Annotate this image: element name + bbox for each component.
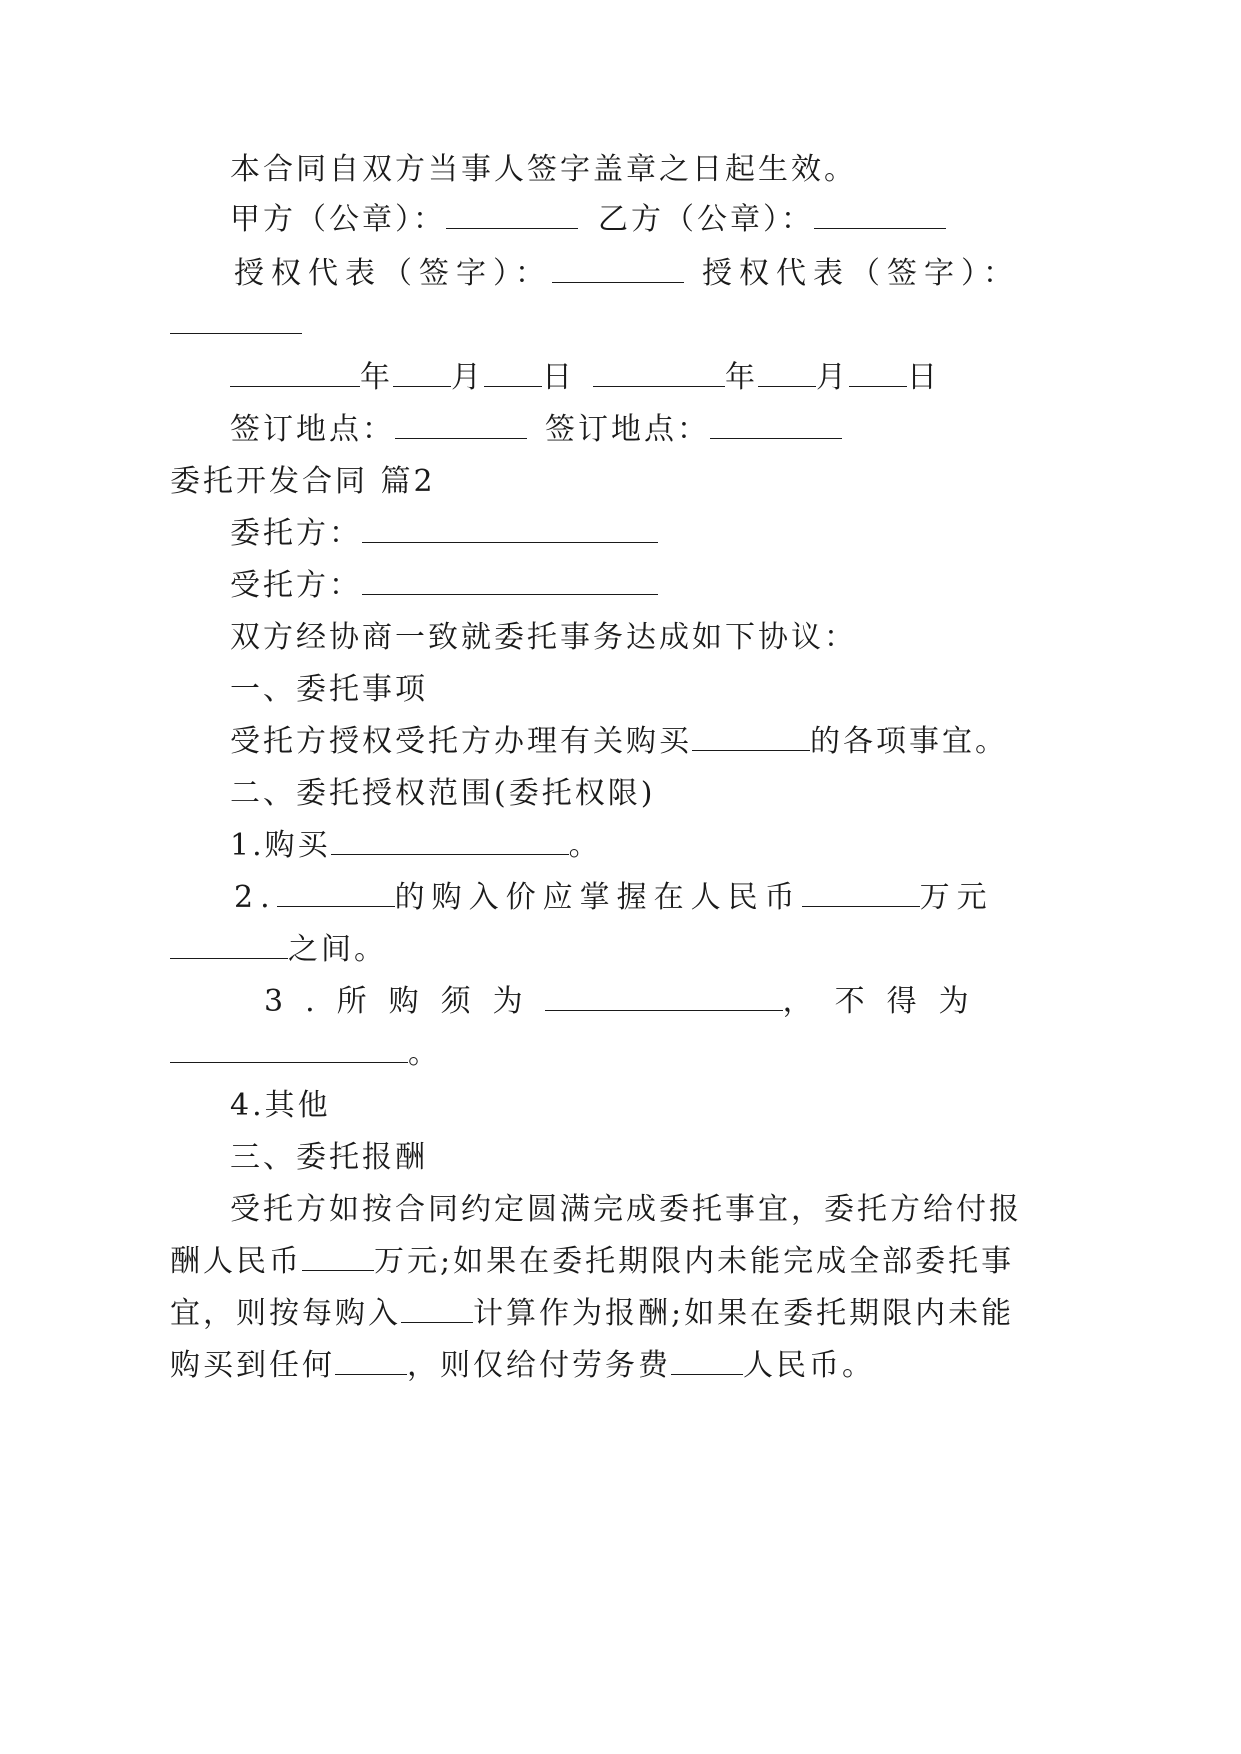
auth-rep-a-blank: [552, 258, 684, 283]
scope-item-3-end: 。: [408, 1036, 441, 1071]
scope-item-3-number: 3.: [264, 984, 337, 1019]
client-label: 委托方：: [230, 516, 362, 551]
heading-entrusted-matters: 一、委托事项: [230, 672, 428, 707]
date-a-month-blank: [393, 362, 451, 387]
section-title: 委托开发合同 篇2: [170, 464, 436, 499]
scope-item-3-text-b: ，不得为: [782, 984, 991, 1019]
auth-rep-line: [234, 254, 1020, 294]
sign-place-a-blank: [395, 414, 527, 439]
scope-item-4: 4.其他: [230, 1088, 331, 1123]
heading-remuneration: 三、委托报酬: [230, 1140, 428, 1175]
date-a-year: 年: [360, 360, 393, 395]
scope-item-3-blank-a: [545, 986, 783, 1011]
date-a-month: 月: [451, 360, 484, 395]
remuneration-line-2: [170, 1242, 1014, 1282]
date-a-day: 日: [542, 360, 575, 395]
scope-item-2-text-b: 万元: [919, 880, 994, 915]
scope-item-2-number: 2.: [234, 880, 277, 915]
date-line: [230, 358, 940, 398]
scope-item-2-cont: [170, 930, 387, 970]
scope-item-2-blank-b: [802, 882, 920, 907]
effective-clause: 本合同自双方当事人签字盖章之日起生效。: [230, 152, 857, 187]
date-b-month-blank: [758, 362, 816, 387]
client-blank: [362, 518, 658, 543]
scope-item-3-cont: [170, 1034, 441, 1074]
sign-place-b-label: 签订地点：: [545, 412, 710, 447]
agent-blank: [362, 570, 658, 595]
party-b-seal-label: 乙方（公章）：: [598, 202, 814, 237]
sign-place-a-label: 签订地点：: [230, 412, 395, 447]
scope-item-2-blank-a: [277, 882, 395, 907]
date-b-year-blank: [593, 362, 725, 387]
remuneration-text-4c: 人民币。: [743, 1348, 875, 1383]
sign-place-b-blank: [710, 414, 842, 439]
remuneration-line-1: 受托方如按合同约定圆满完成委托事宜，委托方给付报: [230, 1192, 1022, 1227]
per-purchase-blank: [401, 1298, 473, 1323]
date-b-year: 年: [725, 360, 758, 395]
scope-item-3-blank-b: [170, 1038, 408, 1063]
scope-item-2-blank-c: [170, 934, 288, 959]
date-a-day-blank: [484, 362, 542, 387]
remuneration-text-2b: 万元;如果在委托期限内未能完成全部委托事: [374, 1244, 1015, 1279]
agent-label: 受托方：: [230, 568, 362, 603]
entrusted-matters-text-a: 受托方授权受托方办理有关购买: [230, 724, 692, 759]
any-item-blank: [335, 1350, 407, 1375]
party-a-seal-label: 甲方（公章）：: [230, 202, 446, 237]
date-b-day: 日: [907, 360, 940, 395]
remuneration-text-2a: 酬人民币: [170, 1244, 302, 1279]
remuneration-text-4b: ，则仅给付劳务费: [407, 1348, 671, 1383]
auth-rep-b-label: 授权代表（签字）：: [702, 256, 1020, 291]
entrusted-matters-paragraph: [230, 722, 1008, 762]
agreement-intro: 双方经协商一致就委托事务达成如下协议：: [230, 620, 857, 655]
remuneration-amount-blank: [302, 1246, 374, 1271]
remuneration-text-4a: 购买到任何: [170, 1348, 335, 1383]
date-b-day-blank: [849, 362, 907, 387]
scope-item-3-text-a: 所购须为: [336, 984, 545, 1019]
purchase-item-blank: [692, 726, 810, 751]
scope-item-2: [234, 878, 994, 918]
remuneration-text-3a: 宜，则按每购入: [170, 1296, 401, 1331]
sign-place-line: [230, 410, 842, 450]
remuneration-line-4: [170, 1346, 875, 1386]
scope-item-1-end: 。: [568, 828, 602, 863]
party-a-seal-blank: [446, 204, 578, 229]
scope-item-1-text: 1.购买: [230, 828, 331, 863]
seal-line: [230, 200, 946, 240]
scope-item-1: [230, 826, 602, 866]
agent-line: [230, 566, 658, 606]
date-b-month: 月: [816, 360, 849, 395]
scope-item-3: [264, 982, 991, 1022]
client-line: [230, 514, 658, 554]
remuneration-text-3b: 计算作为报酬;如果在委托期限内未能: [473, 1296, 1015, 1331]
auth-rep-b-blank-line: [170, 305, 302, 345]
auth-rep-a-label: 授权代表（签字）：: [234, 256, 552, 291]
auth-rep-b-blank: [170, 309, 302, 334]
scope-item-1-blank: [331, 830, 569, 855]
scope-item-2-text-c: 之间。: [288, 932, 387, 967]
remuneration-line-3: [170, 1294, 1014, 1334]
scope-item-2-text-a: 的购入价应掌握在人民币: [394, 880, 802, 915]
heading-authorization-scope: 二、委托授权范围(委托权限): [230, 776, 656, 811]
party-b-seal-blank: [814, 204, 946, 229]
date-a-year-blank: [230, 362, 360, 387]
entrusted-matters-text-b: 的各项事宜。: [810, 724, 1008, 759]
labor-fee-blank: [671, 1350, 743, 1375]
